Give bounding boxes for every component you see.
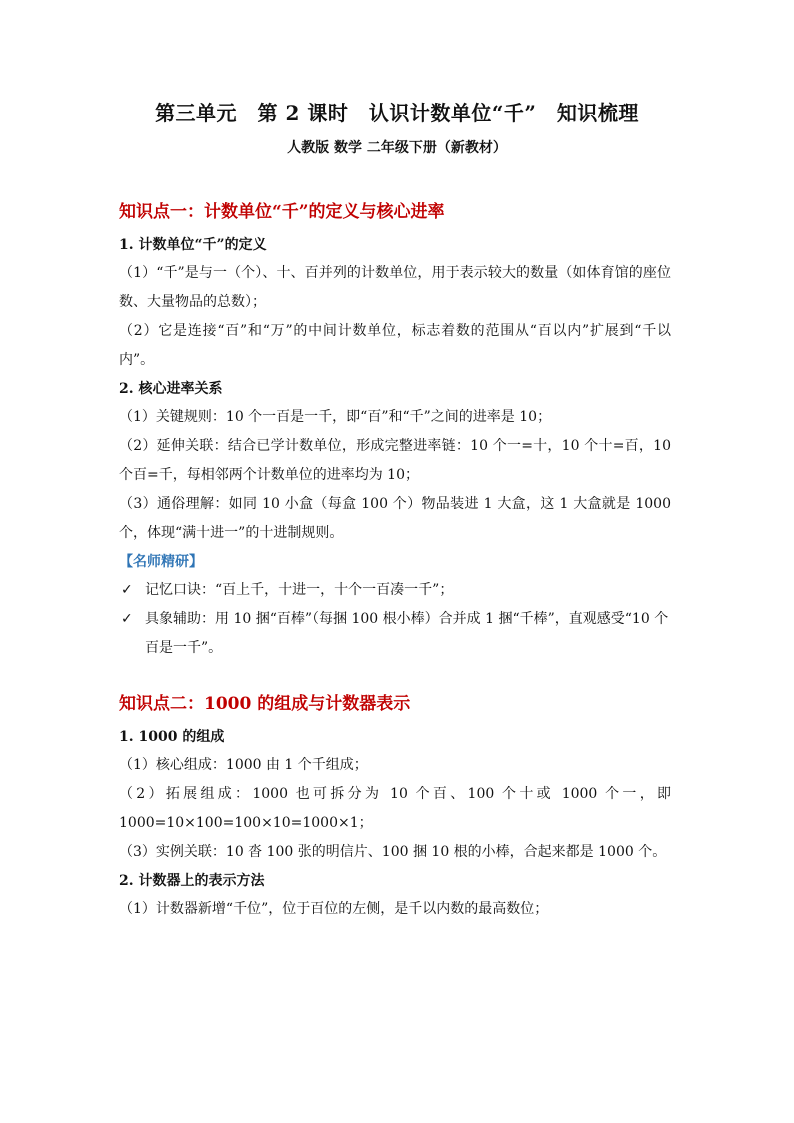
paragraph: （1）“千”是与一（个）、十、百并列的计数单位，用于表示较大的数量（如体育馆的座位数、大量物品的总数）； — [119, 265, 671, 310]
section-heading-1: 知识点一：计数单位“千”的定义与核心进率 — [119, 202, 445, 222]
paragraph: （3）实例关联：10 沓 100 张的明信片、100 捆 10 根的小棒，合起来都是 1000 个。 — [119, 844, 667, 860]
paragraph: （2）它是连接“百”和“万”的中间计数单位，标志着数的范围从“百以内”扩展到“千以内”。 — [119, 323, 671, 368]
tip-text: 具象辅助：用 10 捆“百棒”（每捆 100 根小棒）合并成 1 捆“千棒”，直观感受“10 个百是一千”。 — [145, 611, 669, 656]
paragraph: （3）通俗理解：如同 10 小盒（每盒 100 个）物品装进 1 大盒，这 1 大盒就是 1000 个，体现“满十进一”的十进制规则。 — [119, 496, 671, 541]
paragraph: （1）核心组成：1000 由 1 个千组成； — [119, 757, 368, 773]
section-heading-2: 知识点二：1000 的组成与计数器表示 — [119, 694, 411, 714]
sub-heading-abacus: 2. 计数器上的表示方法 — [119, 873, 265, 889]
document-title: 第三单元 第 2 课时 认识计数单位“千” 知识梳理 — [155, 101, 639, 125]
section-spacer — [119, 663, 671, 689]
paragraph: （1）关键规则：10 个一百是一千，即“百”和“千”之间的进率是 10； — [119, 409, 552, 425]
paragraph: （2）延伸关联：结合已学计数单位，形成完整进率链：10 个一=十，10 个十=百，10 个百=千，每相邻两个计数单位的进率均为 10； — [119, 438, 671, 483]
teacher-tips-label: 【名师精研】 — [119, 554, 203, 570]
tip-item — [119, 605, 671, 663]
checkmark-icon: ✓ — [121, 582, 133, 598]
paragraph: （2）拓展组成：1000 也可拆分为 10 个百、100 个十或 1000 个一，即 1000=10×100=100×10=1000×1； — [119, 786, 671, 831]
document-body — [119, 197, 671, 924]
sub-heading-definition: 1. 计数单位“千”的定义 — [119, 237, 267, 253]
sub-heading-ratio: 2. 核心进率关系 — [119, 381, 223, 397]
tip-text: 记忆口诀：“百上千，十进一，十个一百凑一千”； — [145, 582, 454, 598]
checkmark-icon: ✓ — [121, 611, 133, 627]
tip-item — [119, 576, 671, 605]
document-subtitle: 人教版 数学 二年级下册（新教材） — [287, 140, 507, 156]
sub-heading-composition: 1. 1000 的组成 — [119, 729, 225, 745]
paragraph: （1）计数器新增“千位”，位于百位的左侧，是千以内数的最高数位； — [119, 901, 549, 917]
